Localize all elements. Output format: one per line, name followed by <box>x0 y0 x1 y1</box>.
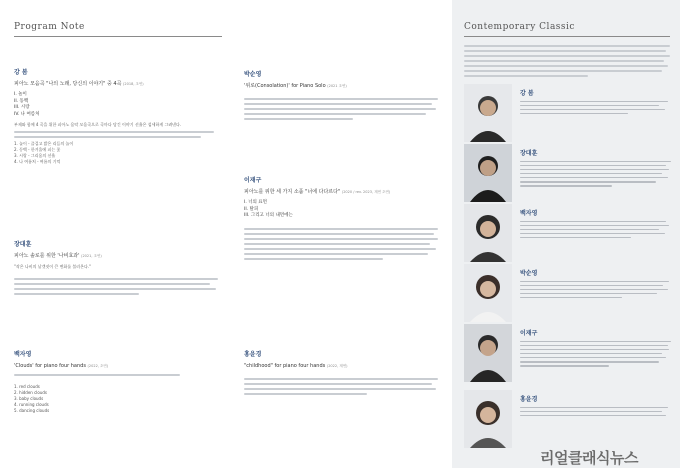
work-title: 피아노 모음곡 "나의 노래, 당신의 이야기" 중 4곡 (2018, 초연) <box>14 81 144 87</box>
text-line <box>244 378 438 380</box>
movement-notes: 1. 놀이 - 즐겁고 밝은 리듬의 놀이 2. 동백 - 한겨울에 피는 꽃 3. 시랑 - 그리움의 선율 4. 나 여름처 - 여름의 기억 <box>14 141 74 164</box>
person-name: 이재구 <box>520 330 538 337</box>
section-title: Contemporary Classic <box>464 22 575 32</box>
text-line <box>244 383 432 385</box>
text-line <box>14 283 210 285</box>
jang-program-block <box>14 242 222 298</box>
text-line <box>244 393 367 395</box>
text-line <box>14 278 218 280</box>
movement-item: IV. 나 여름처 <box>14 111 40 117</box>
text-line <box>14 293 139 295</box>
composer-name: 박순영 <box>244 71 262 78</box>
program-note-column <box>0 0 232 468</box>
person-bio <box>520 98 674 117</box>
movement-item: I. 너의 표면 <box>244 200 268 205</box>
person-name: 강 봄 <box>520 90 534 97</box>
person-name: 박순영 <box>520 270 538 277</box>
portrait-photo <box>464 84 512 142</box>
work-title: 피아노를 위한 세 가지 소품 "너에 다다르다" (2020 / rev. 2023, 재연 초연) <box>244 189 391 195</box>
baek-program-block <box>14 352 222 414</box>
intro-paragraph <box>464 42 670 80</box>
text-line <box>244 113 426 115</box>
person-bio <box>520 338 674 369</box>
text-line <box>244 98 438 100</box>
text-line <box>14 131 214 133</box>
text-line <box>14 136 201 138</box>
title-rule <box>14 36 222 37</box>
movement-list: 1. red clouds 2. hidden clouds 3. baby clouds 4. running clouds 5. dancing clouds <box>14 384 50 413</box>
person-bio <box>520 278 674 301</box>
composer-name: 백자영 <box>14 351 32 358</box>
work-quote: "작은 나비의 날갯짓이 큰 변화를 불러온다." <box>14 264 91 269</box>
movement-item: I. 놀이 <box>14 92 27 97</box>
text-line <box>244 118 353 120</box>
person-bio <box>520 404 674 419</box>
composer-name: 이재구 <box>244 177 262 184</box>
composer-name: 홍윤경 <box>244 351 262 358</box>
portrait-photo <box>464 324 512 382</box>
composer-name: 강 봄 <box>14 69 28 76</box>
person-name: 홍윤경 <box>520 396 538 403</box>
movement-item: II. 동백 <box>14 98 29 104</box>
text-line <box>244 248 436 250</box>
section-title: Program Note <box>14 22 85 32</box>
hong-program-block <box>244 352 442 398</box>
intro-text: 부제와 함께 4 곡을 위한 피아노 음악 모음곡으로 곡마다 담긴 이야기 선율은 섬세하게 그려낸다. <box>14 122 182 127</box>
work-title: "childhood" for piano four hands (2022, 재연) <box>244 363 348 369</box>
lee-program-block <box>244 178 442 263</box>
program-note-column-2 <box>232 0 452 468</box>
movement-item: II. 탈피 <box>244 206 259 212</box>
composer-name: 장대훈 <box>14 241 32 248</box>
portrait-photo <box>464 204 512 262</box>
movement-item: III. 시랑 <box>14 105 30 110</box>
text-line <box>14 288 216 290</box>
person-name: 백자영 <box>520 210 538 217</box>
text-line <box>244 388 436 390</box>
movement-item: III. 그리고 너의 내면에는 <box>244 213 293 218</box>
text-line <box>244 258 383 260</box>
portrait-photo <box>464 144 512 202</box>
text-line <box>244 233 434 235</box>
text-line <box>244 103 432 105</box>
portrait-photo <box>464 390 512 448</box>
work-title: '위로(Consolation)' for Piano Solo (2021 초연) <box>244 83 347 89</box>
person-bio <box>520 158 674 189</box>
person-name: 장대훈 <box>520 150 538 157</box>
work-title: 피아노 솔로를 위한 '나비효과' (2021, 초연) <box>14 253 102 259</box>
park-program-block <box>244 72 442 123</box>
kang-program-block <box>14 70 222 165</box>
title-rule <box>464 36 670 37</box>
text-line <box>244 238 438 240</box>
text-line <box>244 243 430 245</box>
work-title: 'Clouds' for piano four hands (2022, 초연) <box>14 363 109 369</box>
text-line <box>244 108 436 110</box>
portrait-photo <box>464 264 512 322</box>
text-line <box>244 228 438 230</box>
person-bio <box>520 218 674 241</box>
contemporary-classic-column <box>452 0 680 468</box>
text-line <box>14 374 180 376</box>
watermark: 리얼클래식뉴스 <box>540 449 638 467</box>
text-line <box>244 253 428 255</box>
